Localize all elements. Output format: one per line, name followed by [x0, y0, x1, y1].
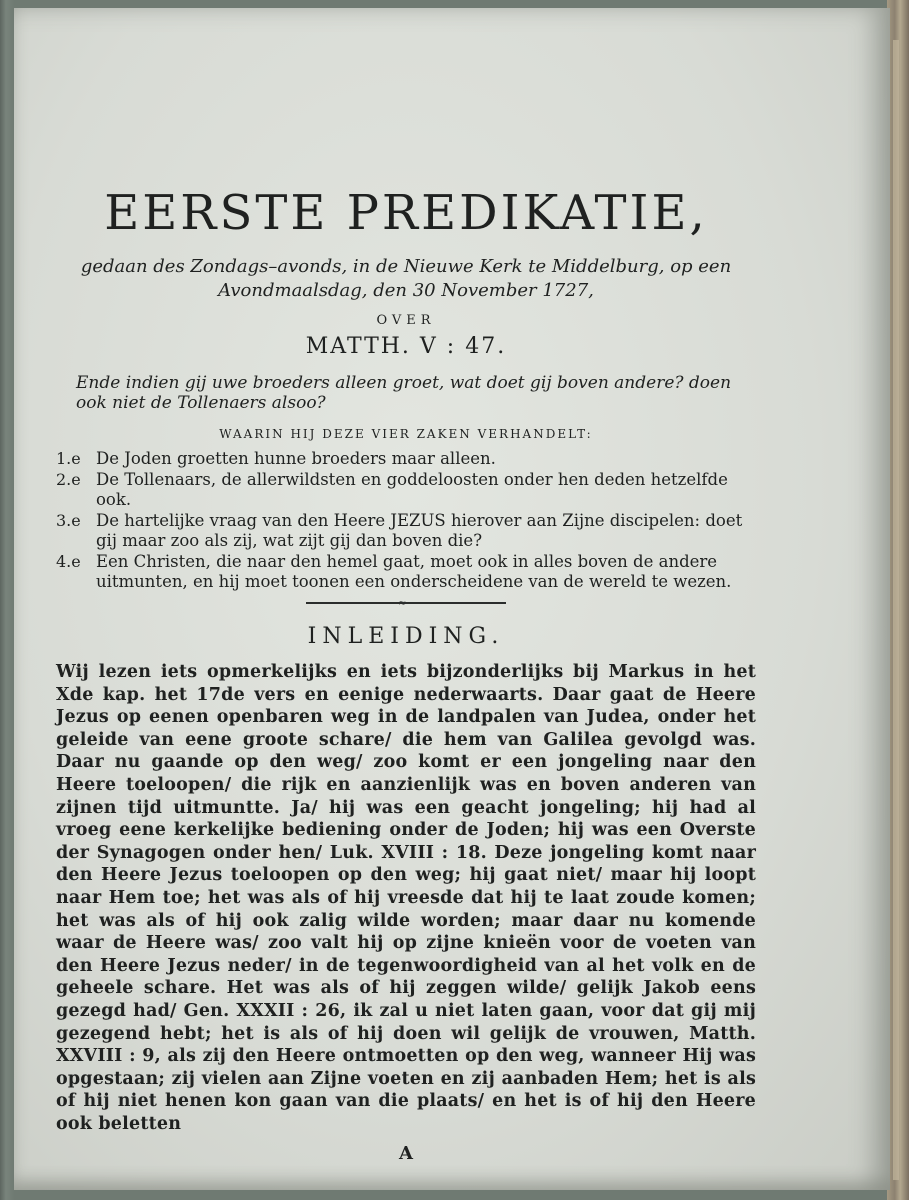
list-item — [56, 470, 756, 510]
section-heading: INLEIDING. — [307, 624, 505, 649]
signature-mark: A — [399, 1143, 413, 1165]
page-content — [56, 185, 756, 1164]
list-item — [56, 552, 756, 592]
divider-ornament-icon: ≈ — [398, 598, 407, 609]
sermon-title: EERSTE PREDIKATIE, — [104, 185, 708, 241]
point-text: De hartelijke vraag van den Heere JEZUS hierover aan Zijne discipelen: doet gij maar zoo als zij, wat zijt gij dan boven die? — [96, 511, 743, 550]
scripture-reference: MATTH. V : 47. — [305, 334, 507, 359]
subtitle-line-2: Avondmaalsdag, den 30 November 1727, — [218, 280, 594, 301]
point-text: Een Christen, die naar den hemel gaat, moet ook in alles boven de andere uitmunten, en hij moet toonen een onderscheidene van de wereld te wezen. — [96, 552, 732, 591]
body-paragraph: Wij lezen iets opmerkelijks en iets bijzonderlijks bij Markus in het Xde kap. het 17de vers en eenige nederwaarts. Daar gaat de Heere Jezus op eenen openbaren weg in de landpalen van Judea, onder het geleide van eene groote schare/ die hem van Galilea gevolgd was. Daar nu gaande op den weg/ zoo komt er een jongeling naar den Heere toeloopen/ die rijk en aanzienlijk was en boven anderen van zijnen tijd uitmuntte. Ja/ hij was een geacht jongeling; hij had al vroeg eene kerkelijke bediening onder de Joden; hij was een Overste der Synagogen onder hen/ Luk. XVIII : 18. Deze jongeling komt naar den Heere Jezus toeloopen op den weg; hij gaat niet/ maar hij loopt naar Hem toe; het was als of hij vreesde dat hij te laat zoude komen; het was als of hij ook zalig wilde worden; maar daar nu komende waar de Heere was/ zoo valt hij op zijne knieën voor de voeten van den Heere Jezus neder/ in de tegenwoordigheid van al het volk en de geheele schare. Het was als of hij zeggen wilde/ gelijk Jakob eens gezegd had/ Gen. XXXII : 26, ik zal u niet laten gaan, voor dat gij mij gezegend hebt; het is als of hij doen wil gelijk de vrouwen, Matth. XXVIII : 9, als zij den Heere ontmoetten op den weg, wanneer Hij was opgestaan; zij vielen aan Zijne voeten en zij aanbaden Hem; het is als of hij niet henen kon gaan van die plaats/ en het is of hij den Heere ook beletten — [56, 662, 756, 1134]
point-number: 4.e — [56, 552, 81, 571]
sermon-subtitle — [56, 255, 756, 303]
point-number: 1.e — [56, 449, 81, 468]
point-text: De Joden groetten hunne broeders maar alleen. — [96, 449, 496, 468]
list-item — [56, 449, 756, 469]
over-label: OVER — [376, 313, 436, 328]
point-number: 2.e — [56, 470, 81, 489]
page-stack-edge — [893, 40, 899, 1180]
list-item — [56, 511, 756, 551]
points-list — [56, 449, 756, 592]
point-number: 3.e — [56, 511, 81, 530]
ornamental-divider — [306, 598, 506, 612]
scripture-quote: Ende indien gij uwe broeders alleen groet, wat doet gij boven andere? doen ook niet de Tollenaers alsoo? — [76, 373, 732, 413]
points-heading: WAARIN HIJ DEZE VIER ZAKEN VERHANDELT: — [219, 427, 593, 441]
subtitle-line-1: gedaan des Zondags–avonds, in de Nieuwe Kerk te Middelburg, op een — [80, 256, 732, 277]
point-text: De Tollenaars, de allerwildsten en goddeloosten onder hen deden hetzelfde ook. — [96, 470, 728, 509]
